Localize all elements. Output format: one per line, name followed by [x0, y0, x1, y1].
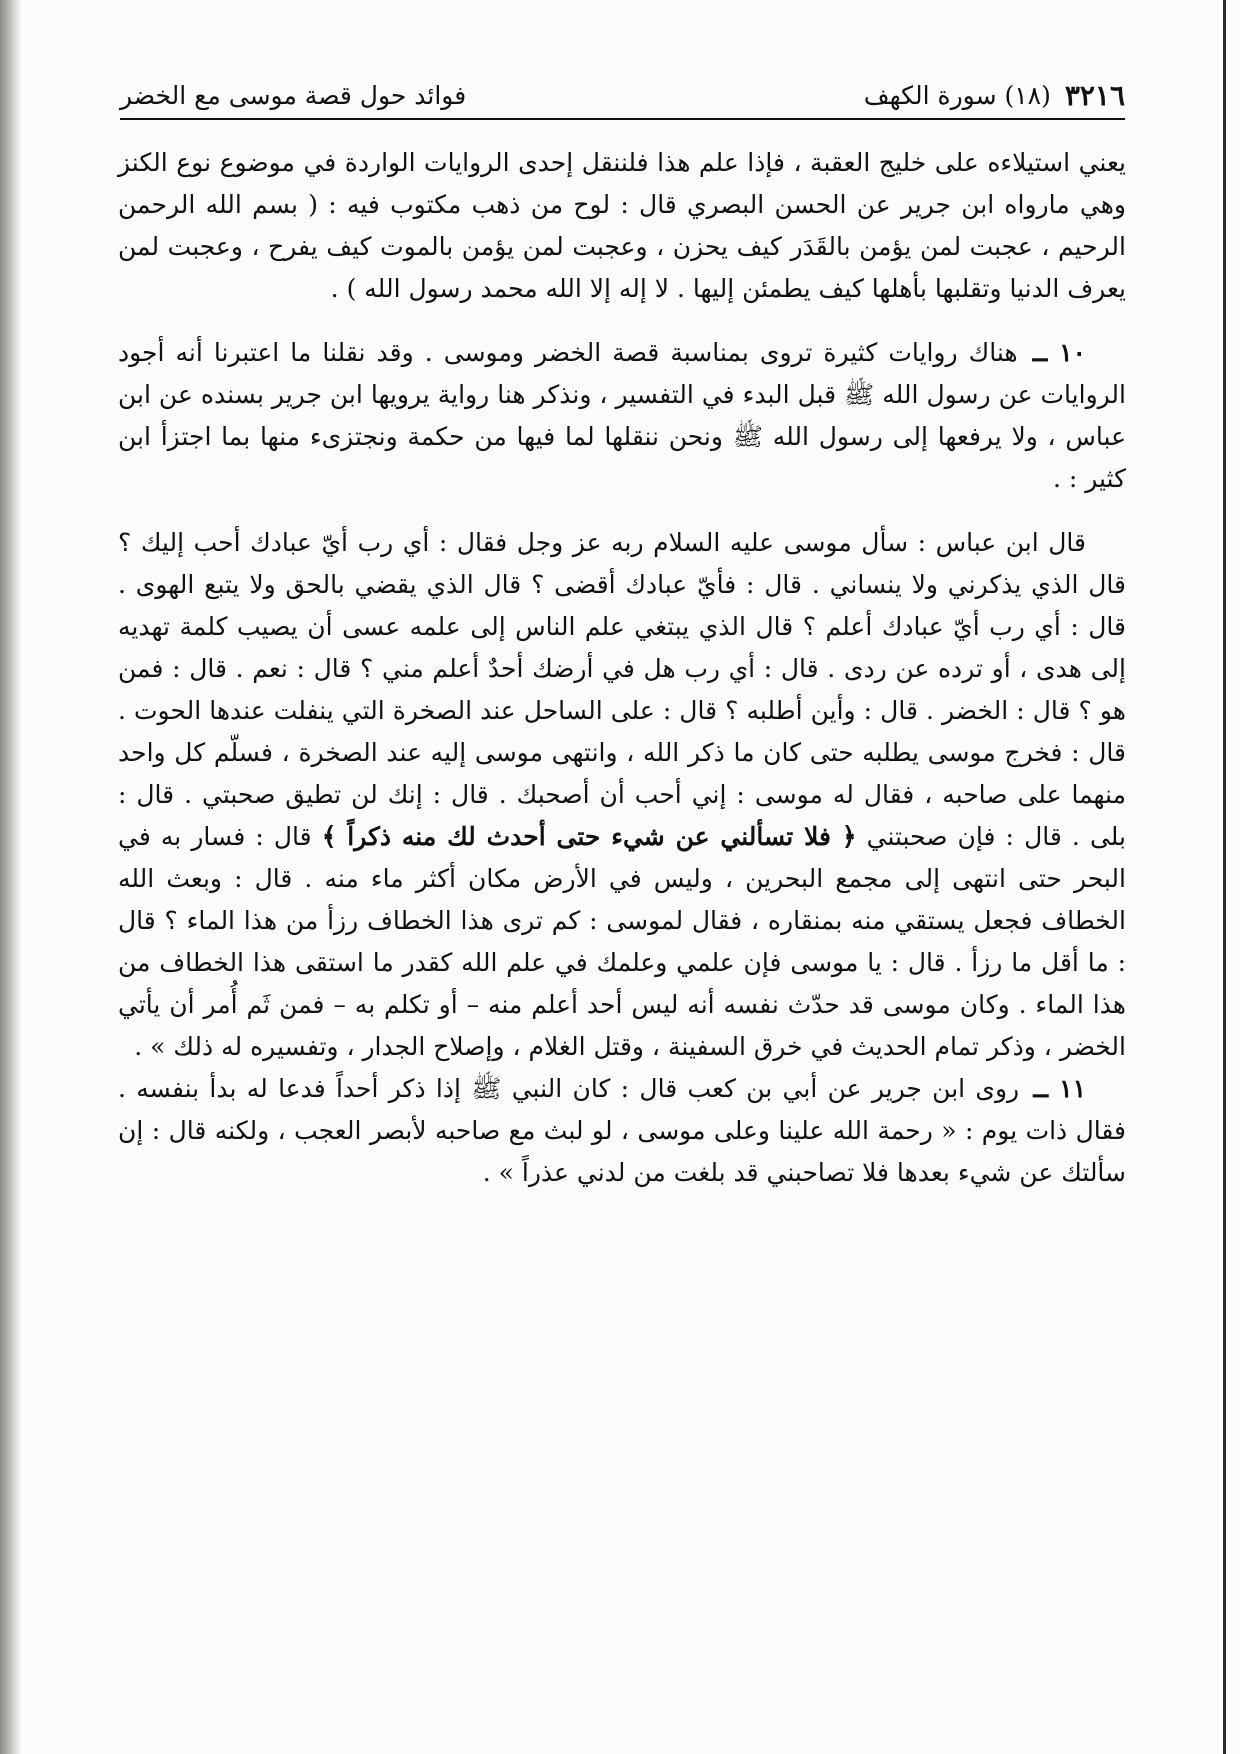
paragraph-ibn-abbas — [118, 522, 1126, 1068]
section-title: فوائد حول قصة موسى مع الخضر — [120, 80, 467, 110]
page-number: ٣٢١٦ — [1064, 78, 1125, 112]
quran-quote: ﴿ فلا تسألني عن شيء حتى أحدث لك منه ذكراً ﴾ — [321, 822, 857, 851]
paragraph-10 — [118, 332, 1126, 500]
running-header — [120, 72, 1125, 120]
header-right — [864, 79, 1125, 112]
paragraph-text: قال : فسار به في البحر حتى انتهى إلى مجمع البحرين ، وليس في الأرض مكان أكثر ماء منه . قال : وبعث الله الخطاف فجعل يستقي منه بمنقاره ، فقال لموسى : كم ترى هذا الخطاف رزأ من هذا الماء ؟ قال : ما أقل ما رزأ . قال : يا موسى فإن علمي وعلمك في علم الله كقدر ما استقى هذا الخطاف من هذا الماء . وكان موسى قد حدّث نفسه أنه ليس أحد أعلم منه – أو تكلم به – فمن ثَم أُمر أن يأتي الخضر ، وذكر تمام الحديث في خرق السفينة ، وقتل الغلام ، وإصلاح الجدار ، وتفسيره له ذلك » . — [118, 822, 1126, 1061]
paragraph-11 — [118, 1068, 1126, 1194]
page-edge-line — [1223, 0, 1226, 1754]
page-body — [118, 142, 1126, 1194]
paragraph-number: ١١ ــ — [1033, 1074, 1086, 1103]
paragraph-number: ١٠ ــ — [1032, 338, 1086, 367]
paragraph-text: روى ابن جرير عن أبي بن كعب قال : كان النبي ﷺ إذا ذكر أحداً فدعا له بدأ بنفسه . فقال ذات يوم : « رحمة الله علينا وعلى موسى ، لو لبث مع صاحبه لأبصر العجب ، ولكنه قال : إن سألتك عن شيء بعدها فلا تصاحبني قد بلغت من لدني عذراً » . — [118, 1074, 1126, 1187]
paragraph-treasure: يعني استيلاءه على خليج العقبة ، فإذا علم هذا فلننقل إحدى الروايات الواردة في موضوع نوع الكنز وهي مارواه ابن جرير عن الحسن البصري قال : لوح من ذهب مكتوب فيه : ( بسم الله الرحمن الرحيم ، عجبت لمن يؤمن بالقَدَر كيف يحزن ، وعجبت لمن يؤمن بالموت كيف يفرح ، وعجبت لمن يعرف الدنيا وتقلبها بأهلها كيف يطمئن إليها . لا إله إلا الله محمد رسول الله ) . — [118, 148, 1126, 303]
paragraph-text: قال ابن عباس : سأل موسى عليه السلام ربه عز وجل فقال : أي رب أيّ عبادك أحب إليك ؟ قال الذي يذكرني ولا ينساني . قال : فأيّ عبادك أقضى ؟ قال الذي يقضي بالحق ولا يتبع الهوى . قال : أي رب أيّ عبادك أعلم ؟ قال الذي يبتغي علم الناس إلى علمه عسى أن يصيب كلمة تهديه إلى هدى ، أو ترده عن ردى . قال : أي رب هل في أرضك أحدٌ أعلم مني ؟ قال : نعم . قال : فمن هو ؟ قال : الخضر . قال : وأين أطلبه ؟ قال : على الساحل عند الصخرة التي ينفلت عندها الحوت . قال : فخرج موسى يطلبه حتى كان ما ذكر الله ، وانتهى موسى إليه عند الصخرة ، فسلّم كل واحد منهما على صاحبه ، فقال له موسى : إني أحب أن أصحبك . قال : إنك لن تطيق صحبتي . قال : بلى . قال : فإن صحبتني — [118, 528, 1127, 851]
paragraph-text: هناك روايات كثيرة تروى بمناسبة قصة الخضر وموسى . وقد نقلنا ما اعتبرنا أنه أجود الروايات عن رسول الله ﷺ قبل البدء في التفسير ، ونذكر هنا رواية يرويها ابن جرير بسنده عن ابن عباس ، ولا يرفعها إلى رسول الله ﷺ ونحن ننقلها لما فيها من حكمة ونجتزىء منها بما اجتزأ ابن كثير : . — [118, 338, 1126, 493]
page-binding-shadow — [0, 0, 22, 1754]
surah-label: (١٨) سورة الكهف — [863, 80, 1051, 110]
